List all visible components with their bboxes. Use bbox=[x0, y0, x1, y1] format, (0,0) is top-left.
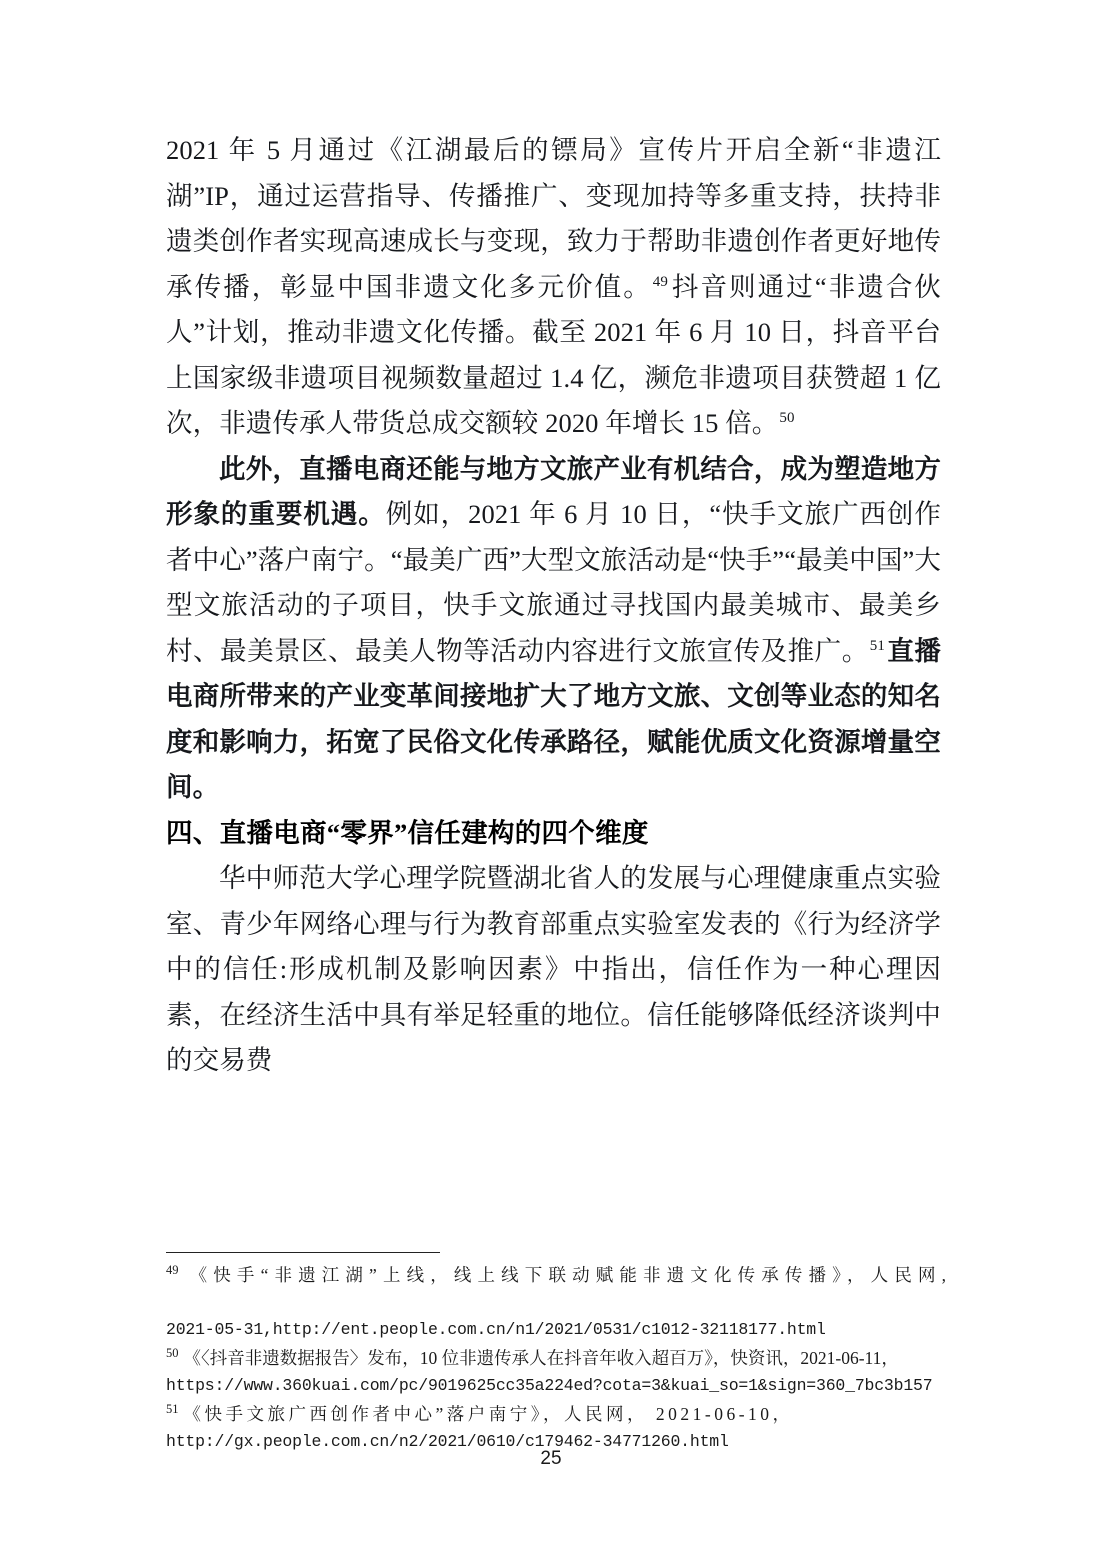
footnote-item-50 bbox=[166, 1345, 946, 1400]
body-paragraph-1 bbox=[166, 128, 941, 447]
footnote-marker-50[interactable]: 50 bbox=[779, 410, 795, 427]
footnote-number-50: 50 bbox=[166, 1345, 179, 1360]
page-number: 25 bbox=[540, 1448, 562, 1469]
footnote-separator bbox=[166, 1252, 440, 1253]
footnote-text-50: 《〈抖音非遗数据报告〉发布，10 位非遗传承人在抖音年收入超百万》，快资讯，2021-06-11， bbox=[183, 1347, 899, 1368]
paragraph-2-normal: 例如，2021 年 6 月 10 日，“快手文旅广西创作者中心”落户南宁。“最美广西”大型文旅活动是“快手”“最美中国”大型文旅活动的子项目，快手文旅通过寻找国内最美城市、最美乡村、最美景区、最美人物等活动内容进行文旅宣传及推广。 bbox=[166, 499, 941, 666]
footnote-url-51[interactable]: http://gx.people.com.cn/n2/2021/0610/c179462-34771260.html bbox=[166, 1432, 729, 1451]
footnote-meta-49: 2021-05-31, bbox=[166, 1320, 273, 1339]
footnote-item-49 bbox=[166, 1262, 946, 1344]
footnote-url-50[interactable]: https://www.360kuai.com/pc/9019625cc35a224ed?cota=3&kuai_so=1&sign=360_7bc3b157 bbox=[166, 1376, 933, 1395]
paragraph-1-text: 2021 年 5 月通过《江湖最后的镖局》宣传片开启全新“非遗江湖”IP，通过运营指导、传播推广、变现加持等多重支持，扶持非遗类创作者实现高速成长与变现，致力于帮助非遗创作者更好地传承传播，彰显中国非遗文化多元价值。 bbox=[166, 135, 941, 302]
paragraph-2-bold-lead: 此外，直播电商还能与地方文旅产业有机结合，成为塑造地方形象的重要机遇。 bbox=[166, 453, 941, 529]
footnote-number-49: 49 bbox=[166, 1263, 179, 1278]
footnote-marker-49[interactable]: 49 bbox=[652, 273, 668, 290]
footnote-marker-51[interactable]: 51 bbox=[869, 637, 885, 654]
footnote-list bbox=[166, 1262, 946, 1457]
body-paragraph-2 bbox=[166, 447, 941, 811]
paragraph-2-bold-tail: 直播电商所带来的产业变革间接地扩大了地方文旅、文创等业态的知名度和影响力，拓宽了民俗文化传承路径，赋能优质文化资源增量空间。 bbox=[166, 635, 941, 802]
footnote-url-49[interactable]: http://ent.people.com.cn/n1/2021/0531/c1012-32118177.html bbox=[272, 1320, 826, 1339]
page-content bbox=[166, 128, 941, 1084]
footnote-text-49: 《快手“非遗江湖”上线，线上线下联动赋能非遗文化传承传播》，人民网, bbox=[183, 1265, 946, 1285]
footnote-text-51: 《快手文旅广西创作者中心”落户南宁》，人民网， 2021-06-10， bbox=[183, 1403, 794, 1424]
body-paragraph-3: 华中师范大学心理学院暨湖北省人的发展与心理健康重点实验室、青少年网络心理与行为教育部重点实验室发表的《行为经济学中的信任:形成机制及影响因素》中指出，信任作为一种心理因素，在经济生活中具有举足轻重的地位。信任能够降低经济谈判中的交易费 bbox=[166, 863, 941, 1075]
footnote-number-51: 51 bbox=[166, 1401, 179, 1416]
section-heading-4: 四、直播电商“零界”信任建构的四个维度 bbox=[166, 817, 649, 848]
paragraph-1-continuation: 抖音则通过“非遗合伙人”计划，推动非遗文化传播。截至 2021 年 6 月 10 日，抖音平台上国家级非遗项目视频数量超过 1.4 亿，濒危非遗项目获赞超 1 亿次，非遗传承人带货总成交额较 2020 年增长 15 倍。 bbox=[166, 271, 941, 438]
